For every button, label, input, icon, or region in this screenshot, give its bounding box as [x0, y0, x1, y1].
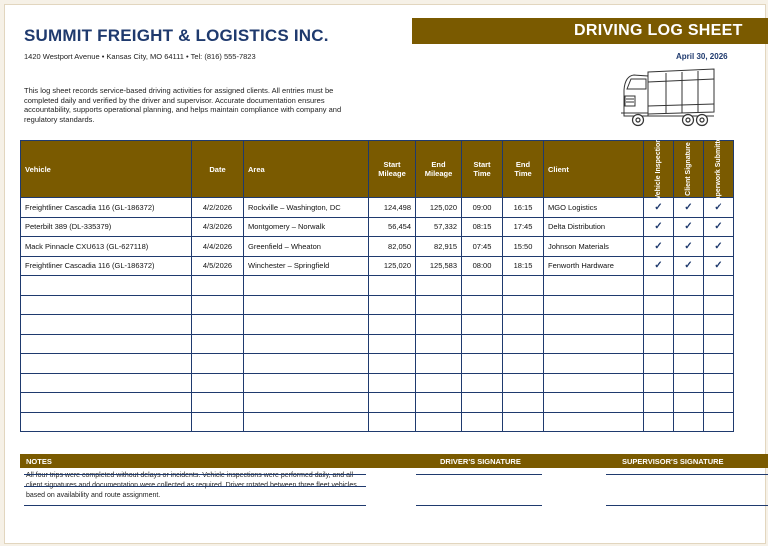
cell-area: Greenfield – Wheaton: [244, 237, 369, 257]
check-signature: ✓: [674, 217, 704, 237]
check-inspection: ✓: [644, 256, 674, 276]
col-end-time: End Time: [503, 141, 544, 198]
supervisor-signature-line: [606, 505, 768, 506]
log-description: This log sheet records service-based driving activities for assigned clients. All entries must be completed daily and verified by the driver and supervisor. Accurate documentation ensures accountability, supports operational planning, and helps maintain compliance with company and regulatory standards.: [24, 86, 342, 124]
cell-end-time: 15:50: [503, 237, 544, 257]
check-signature: ✓: [674, 198, 704, 218]
cell-start-time: 08:00: [462, 256, 503, 276]
notes-label: NOTES: [26, 457, 52, 466]
truck-icon: [618, 66, 716, 130]
document-title: DRIVING LOG SHEET: [574, 22, 743, 39]
cell-area: Montgomery – Norwalk: [244, 217, 369, 237]
cell-vehicle: Freightliner Cascadia 116 (GL-186372): [21, 256, 192, 276]
cell-start-mileage: 82,050: [369, 237, 416, 257]
cell-end-mileage: 125,020: [416, 198, 462, 218]
cell-end-mileage: 125,583: [416, 256, 462, 276]
cell-start-time: 08:15: [462, 217, 503, 237]
cell-client: Delta Distribution: [544, 217, 644, 237]
cell-area: Winchester – Springfield: [244, 256, 369, 276]
cell-date: 4/2/2026: [192, 198, 244, 218]
cell-client: Johnson Materials: [544, 237, 644, 257]
cell-vehicle: Mack Pinnacle CXU613 (GL-627118): [21, 237, 192, 257]
col-end-mileage: End Mileage: [416, 141, 462, 198]
document-date: April 30, 2026: [676, 52, 728, 61]
check-paperwork: ✓: [704, 217, 734, 237]
cell-end-time: 18:15: [503, 256, 544, 276]
table-row: [21, 198, 734, 218]
col-client: Client: [544, 141, 644, 198]
col-paperwork-submitted: [704, 133, 734, 205]
cell-start-mileage: 56,454: [369, 217, 416, 237]
cell-date: 4/4/2026: [192, 237, 244, 257]
notes-text: All four trips were completed without delays or incidents. Vehicle inspections were performed daily, and all client signatures and documentation were collected as required. Driver rotated between three fleet vehicles based on availability and route assignment.: [26, 472, 357, 499]
check-paperwork: ✓: [704, 237, 734, 257]
cell-end-mileage: 82,915: [416, 237, 462, 257]
check-inspection: ✓: [644, 217, 674, 237]
cell-date: 4/3/2026: [192, 217, 244, 237]
empty-row: [21, 412, 734, 432]
driver-signature-line: [416, 474, 542, 475]
cell-client: MGO Logistics: [544, 198, 644, 218]
cell-start-time: 09:00: [462, 198, 503, 218]
col-vehicle: Vehicle: [21, 141, 192, 198]
notes-rule: [24, 474, 366, 475]
cell-area: Rockville – Washington, DC: [244, 198, 369, 218]
empty-row: [21, 354, 734, 374]
table-row: [21, 217, 734, 237]
cell-start-mileage: 124,498: [369, 198, 416, 218]
cell-client: Fenworth Hardware: [544, 256, 644, 276]
cell-start-mileage: 125,020: [369, 256, 416, 276]
check-signature: ✓: [674, 256, 704, 276]
check-paperwork: ✓: [704, 198, 734, 218]
check-paperwork: ✓: [704, 256, 734, 276]
cell-end-time: 16:15: [503, 198, 544, 218]
cell-vehicle: Peterbilt 389 (DL-335379): [21, 217, 192, 237]
driver-signature-line: [416, 505, 542, 506]
driving-log-table: [20, 133, 734, 432]
col-client-signature-label: Client Signature: [684, 142, 692, 196]
col-start-time: Start Time: [462, 141, 503, 198]
empty-row: [21, 393, 734, 413]
col-area: Area: [244, 141, 369, 198]
check-inspection: ✓: [644, 198, 674, 218]
col-start-mileage: Start Mileage: [369, 141, 416, 198]
empty-row: [21, 373, 734, 393]
cell-date: 4/5/2026: [192, 256, 244, 276]
supervisor-signature-line: [606, 474, 768, 475]
check-inspection: ✓: [644, 237, 674, 257]
cell-end-mileage: 57,332: [416, 217, 462, 237]
cell-vehicle: Freightliner Cascadia 116 (GL-186372): [21, 198, 192, 218]
col-vehicle-inspection: [644, 138, 674, 200]
supervisor-signature-label: SUPERVISOR'S SIGNATURE: [622, 457, 724, 466]
col-vehicle-inspection-label: Vehicle Inspection: [654, 138, 662, 200]
cell-start-time: 07:45: [462, 237, 503, 257]
cell-end-time: 17:45: [503, 217, 544, 237]
empty-row: [21, 276, 734, 296]
table-header-row: [21, 141, 734, 198]
col-client-signature: [674, 141, 704, 198]
col-date: Date: [192, 141, 244, 198]
check-signature: ✓: [674, 237, 704, 257]
notes-rule: [24, 486, 366, 487]
table-row: [21, 256, 734, 276]
driver-signature-label: DRIVER'S SIGNATURE: [440, 457, 521, 466]
company-address: 1420 Westport Avenue • Kansas City, MO 64111 • Tel: (816) 555-7823: [24, 52, 256, 61]
empty-row: [21, 295, 734, 315]
notes-rule: [24, 505, 366, 506]
table-row: [21, 237, 734, 257]
empty-row: [21, 334, 734, 354]
col-paperwork-submitted-label: Paperwork Submitted: [714, 133, 722, 205]
company-name: SUMMIT FREIGHT & LOGISTICS INC.: [24, 26, 329, 45]
empty-row: [21, 315, 734, 335]
